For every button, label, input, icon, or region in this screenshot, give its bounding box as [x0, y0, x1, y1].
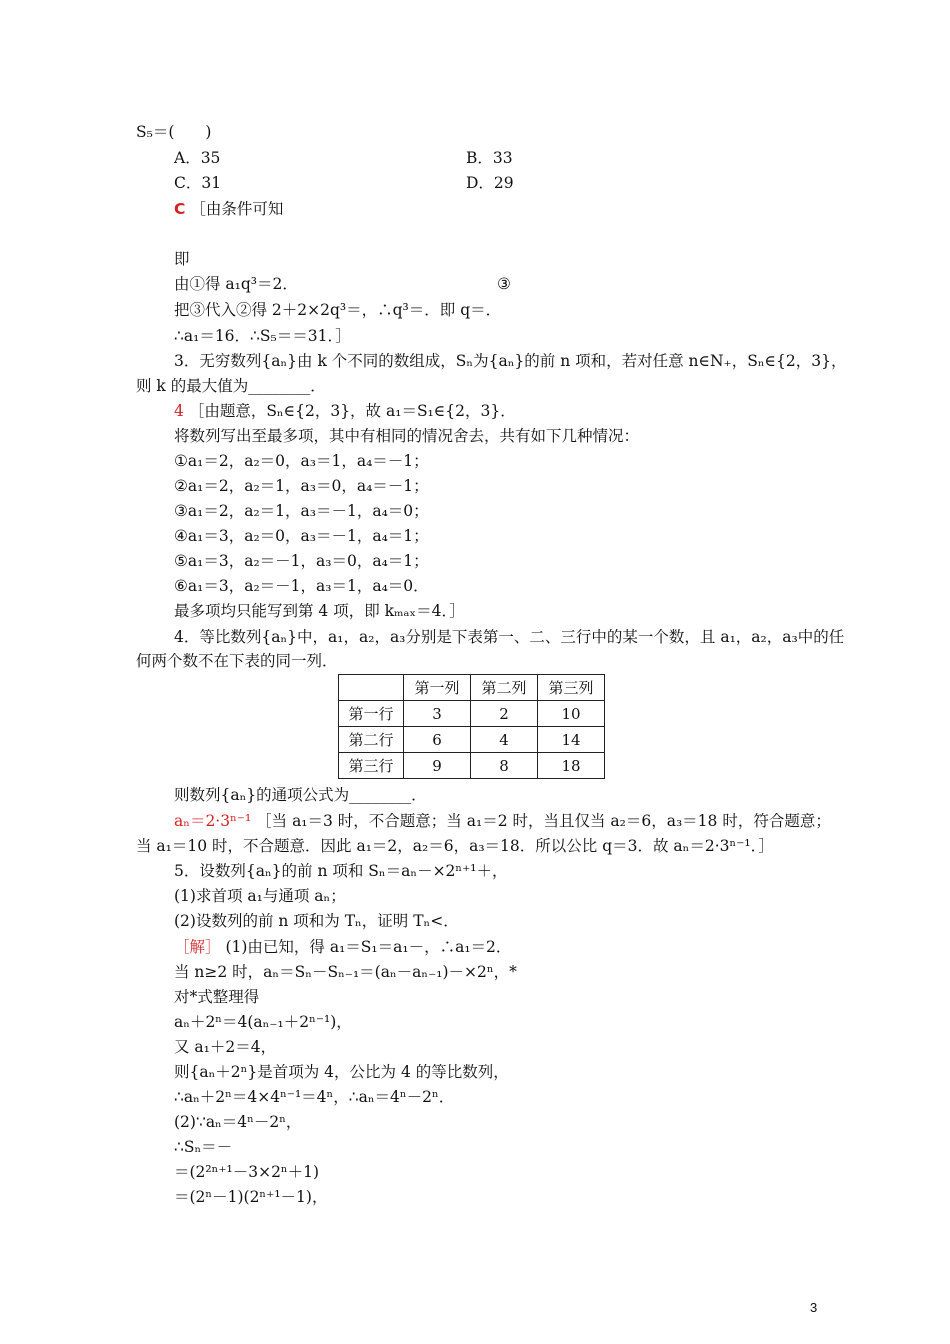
- q3-stem-line1: 3．无穷数列{aₙ}由 k 个不同的数组成，Sₙ为{aₙ}的前 n 项和，若对任意 n∈N₊，Sₙ∈{2，3}，: [174, 352, 847, 370]
- q5-solution-line11: ＝(2ⁿ－1)(2ⁿ⁺¹－1)，: [174, 1188, 328, 1206]
- q3-sol-text1: ［由题意，Sₙ∈{2，3}，故 a₁＝S₁∈{2，3}．: [188, 402, 516, 420]
- q2-solution-line5: ∴a₁＝16．∴S₅＝＝31．］: [174, 327, 351, 345]
- table-cell: 6: [404, 727, 471, 753]
- q2-solution-line2: 即: [174, 250, 190, 268]
- table-row: [339, 753, 605, 779]
- q5-solution-line3: 对*式整理得: [174, 988, 260, 1006]
- table-cell: 18: [538, 753, 605, 779]
- q5-solution-line2: 当 n≥2 时，aₙ＝Sₙ－Sₙ₋₁＝(aₙ－aₙ₋₁)－×2ⁿ，*: [174, 963, 517, 981]
- q5-solution-line7: ∴aₙ＋2ⁿ＝4×4ⁿ⁻¹＝4ⁿ，∴aₙ＝4ⁿ－2ⁿ．: [174, 1088, 455, 1106]
- q2-equation-mark: ③: [497, 275, 511, 293]
- q2-option-b: B．33: [466, 149, 513, 167]
- table-row-label: 第一行: [339, 701, 404, 727]
- q3-solution-end: 最多项均只能写到第 4 项，即 kₘₐₓ＝4．］: [174, 602, 465, 620]
- page-number: 3: [810, 1300, 818, 1315]
- q2-answer: C: [174, 200, 186, 218]
- q3-case-1: ①a₁＝2，a₂＝0，a₃＝1，a₄＝－1；: [174, 452, 429, 470]
- q4-stem-line2: 何两个数不在下表的同一列．: [136, 652, 338, 670]
- q5-solution-line1: [174, 937, 511, 957]
- table-row-label: 第二行: [339, 727, 404, 753]
- q5-solution-line6: 则{aₙ＋2ⁿ}是首项为 4，公比为 4 的等比数列，: [174, 1063, 509, 1081]
- q2-solution-line1: [174, 199, 283, 219]
- q3-answer: 4: [174, 402, 184, 420]
- table-cell: 14: [538, 727, 605, 753]
- q2-sol-text1: ［由条件可知: [190, 200, 284, 218]
- q2-solution-line3: 由①得 a₁q³＝2．: [174, 275, 298, 293]
- table-cell: 4: [471, 727, 538, 753]
- q4-answer: aₙ＝2·3ⁿ⁻¹: [174, 812, 252, 830]
- table-header-cell: 第一列: [404, 675, 471, 701]
- table-cell: 8: [471, 753, 538, 779]
- q2-option-c: C．31: [174, 174, 222, 192]
- q4-sol-text1: ［当 a₁＝3 时，不合题意；当 a₁＝2 时，当且仅当 a₂＝6，a₃＝18 时，符合题意；: [256, 812, 831, 830]
- q2-option-a: A．35: [174, 149, 221, 167]
- table-row: [339, 701, 605, 727]
- q3-solution-line1: [174, 401, 516, 421]
- table-header-cell: 第三列: [538, 675, 605, 701]
- q3-case-5: ⑤a₁＝3，a₂＝－1，a₃＝0，a₄＝1；: [174, 552, 429, 570]
- q4-stem-line3: 则数列{aₙ}的通项公式为________．: [174, 786, 427, 804]
- table-cell: 2: [471, 701, 538, 727]
- q4-solution-line1: [174, 811, 831, 831]
- q4-solution-line2: 当 a₁＝10 时，不合题意．因此 a₁＝2，a₂＝6，a₃＝18．所以公比 q＝3．故 aₙ＝2·3ⁿ⁻¹．］: [136, 837, 774, 855]
- table-row: [339, 727, 605, 753]
- q3-stem-line2: 则 k 的最大值为________．: [136, 377, 326, 395]
- q5-sol-text1: (1)由已知，得 a₁＝S₁＝a₁－，∴a₁＝2．: [225, 938, 512, 956]
- table-cell: 3: [404, 701, 471, 727]
- table-cell: 10: [538, 701, 605, 727]
- q2-option-d: D．29: [466, 174, 514, 192]
- q5-part2: (2)设数列的前 n 项和为 Tₙ，证明 Tₙ<．: [174, 912, 459, 930]
- q4-table: [338, 674, 605, 779]
- table-header-row: [339, 675, 605, 701]
- q5-solution-line9: ∴Sₙ＝－: [174, 1138, 233, 1156]
- q3-solution-line2: 将数列写出至最多项，其中有相同的情况舍去，共有如下几种情况：: [174, 427, 640, 445]
- table-row-label: 第三行: [339, 753, 404, 779]
- table-header-cell: 第二列: [471, 675, 538, 701]
- q3-case-3: ③a₁＝2，a₂＝1，a₃＝－1，a₄＝0；: [174, 502, 429, 520]
- q5-solution-line8: (2)∵aₙ＝4ⁿ－2ⁿ，: [174, 1113, 302, 1131]
- q3-case-2: ②a₁＝2，a₂＝1，a₃＝0，a₄＝－1；: [174, 477, 429, 495]
- q3-case-6: ⑥a₁＝3，a₂＝－1，a₃＝1，a₄＝0．: [174, 577, 429, 595]
- table-cell: 9: [404, 753, 471, 779]
- q2-solution-line4: 把③代入②得 2＋2×2q³＝，∴q³＝．即 q＝．: [174, 301, 502, 319]
- q5-solution-line10: ＝(2²ⁿ⁺¹－3×2ⁿ＋1): [174, 1163, 320, 1181]
- q3-case-4: ④a₁＝3，a₂＝0，a₃＝－1，a₄＝1；: [174, 527, 429, 545]
- table-cell: [339, 675, 404, 701]
- q5-solution-line4: aₙ＋2ⁿ＝4(aₙ₋₁＋2ⁿ⁻¹)，: [174, 1013, 352, 1031]
- q5-solution-line5: 又 a₁＋2＝4，: [174, 1038, 277, 1056]
- q5-jie-label: ［解］: [174, 938, 221, 956]
- q2-stem: S₅＝( ): [136, 123, 212, 141]
- q4-stem-line1: 4．等比数列{aₙ}中，a₁，a₂，a₃分别是下表第一、二、三行中的某一个数，且 a₁，a₂，a₃中的任: [174, 628, 845, 646]
- q5-part1: (1)求首项 a₁与通项 aₙ；: [174, 887, 346, 905]
- q5-stem: 5．设数列{aₙ}的前 n 项和 Sₙ＝aₙ－×2ⁿ⁺¹＋，: [174, 862, 508, 880]
